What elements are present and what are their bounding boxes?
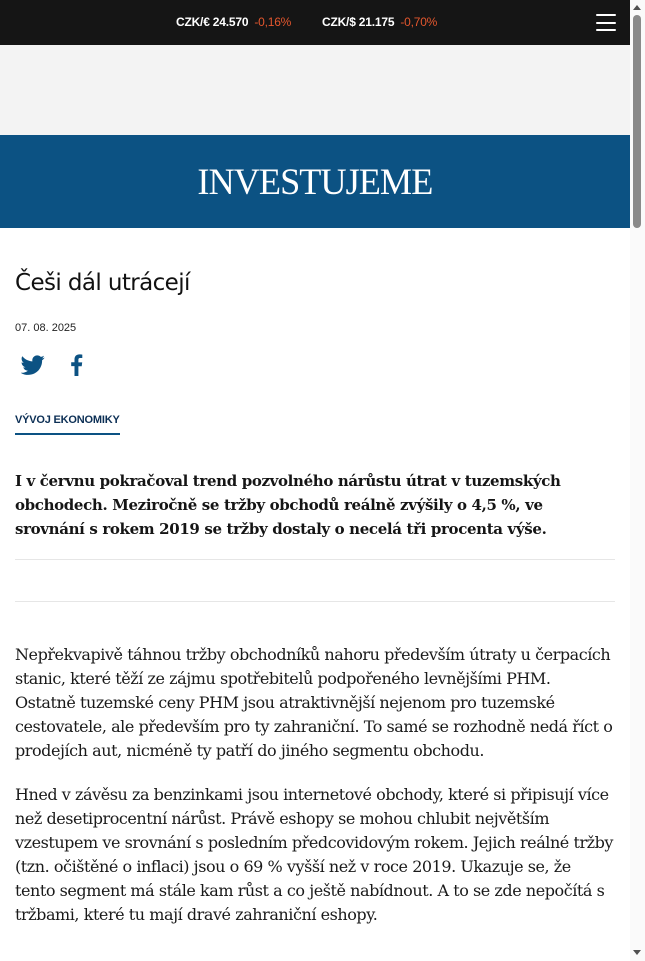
scrollbar-thumb[interactable] <box>633 15 641 228</box>
scroll-down-arrow-icon[interactable] <box>633 950 641 955</box>
ticker-eur[interactable] <box>176 15 291 29</box>
ticker-eur-change: -0,16% <box>254 15 292 29</box>
category-link[interactable]: VÝVOJ EKONOMIKY <box>15 414 120 435</box>
ad-placeholder <box>0 45 630 135</box>
site-logo[interactable]: INVESTUJEME <box>197 162 433 203</box>
article-body <box>15 643 615 947</box>
divider <box>15 559 615 560</box>
ticker-eur-label: CZK/€ 24.570 <box>176 15 249 29</box>
share-buttons <box>21 353 89 377</box>
scroll-up-arrow-icon[interactable] <box>633 5 641 10</box>
currency-topbar <box>0 0 630 45</box>
twitter-icon[interactable] <box>21 353 45 377</box>
brand-header <box>0 135 630 228</box>
article-lead: I v červnu pokračoval trend pozvolného nárůstu útrat v tuzemských obchodech. Meziročně se tržby obchodů reálně zvýšily o 4,5 %, ve srovnání s rokem 2019 se tržby dostaly o necelá tři procenta výše. <box>15 472 561 538</box>
vertical-scrollbar[interactable] <box>630 0 645 961</box>
article-paragraph: Hned v závěsu za benzinkami jsou internetové obchody, které si připisují více než desetiprocentní nárůst. Právě eshopy se mohou chlubit největším vzestupem ve srovnání s posledním předcovidovým rokem. Jejich reálné tržby (tzn. očištěné o inflaci) jsou o 69 % vyšší než v roce 2019. Ukazuje se, že tento segment má stále kam růst a co ještě nabídnout. A to se zde nepočítá s tržbami, které tu mají dravé zahraniční eshopy. <box>15 785 614 924</box>
facebook-icon[interactable] <box>65 353 89 377</box>
divider <box>15 601 615 602</box>
ticker-usd-label: CZK/$ 21.175 <box>322 15 395 29</box>
article-title: Češi dál utrácejí <box>15 270 190 296</box>
ticker-usd[interactable] <box>322 15 437 29</box>
ticker-usd-change: -0,70% <box>400 15 438 29</box>
hamburger-icon[interactable] <box>596 14 616 31</box>
article-date: 07. 08. 2025 <box>15 322 77 334</box>
article-paragraph: Nepřekvapivě táhnou tržby obchodníků nahoru především útraty u čerpacích stanic, které těží ze zájmu spotřebitelů podpořeného levnějšími PHM. Ostatně tuzemské ceny PHM jsou atraktivnější nejenom pro tuzemské cestovatele, ale především pro ty zahraniční. To samé se rozhodně nedá říct o prodejích aut, nicméně ty patří do jiného segmentu obchodu. <box>15 645 613 760</box>
